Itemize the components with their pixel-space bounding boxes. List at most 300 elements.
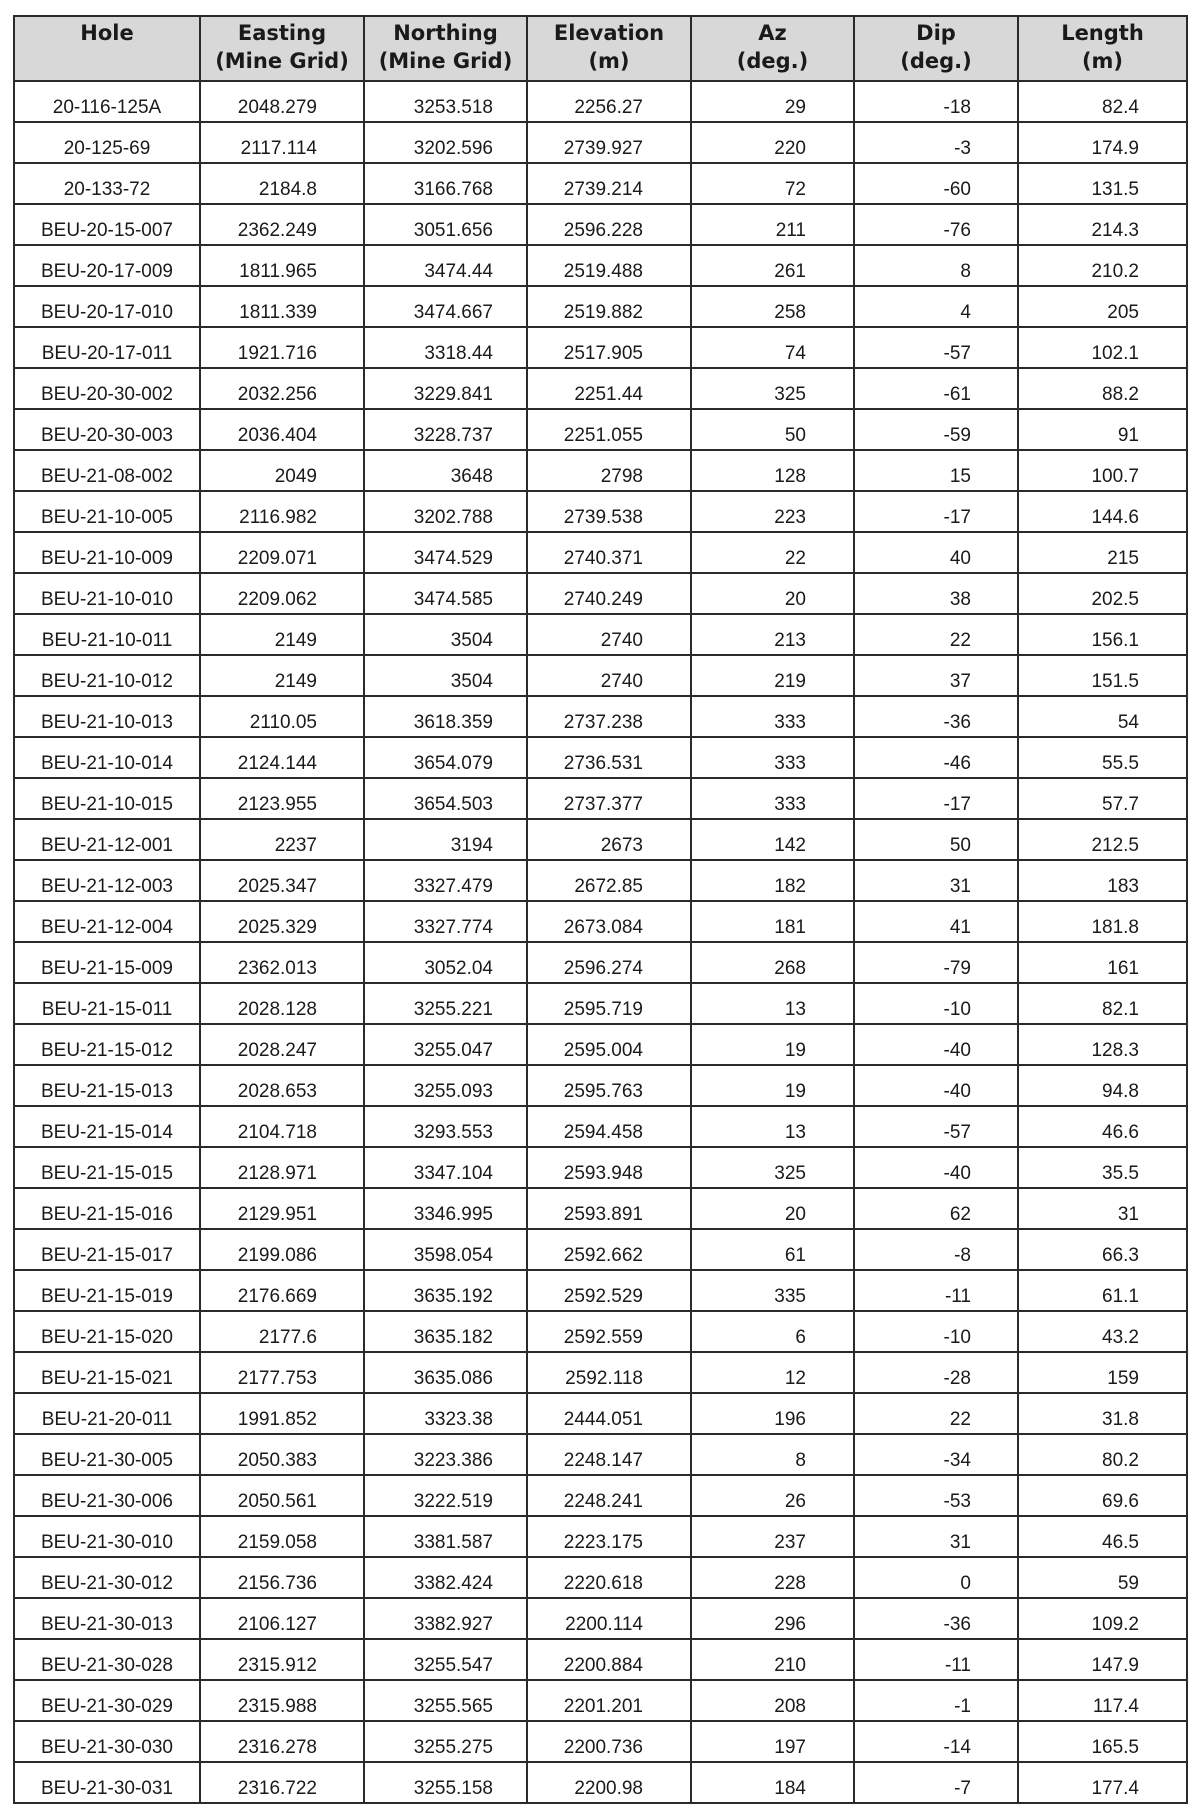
- cell-dip: -14: [854, 1721, 1018, 1762]
- cell-length: 80.2: [1018, 1434, 1187, 1475]
- cell-length: 159: [1018, 1352, 1187, 1393]
- cell-length: 156.1: [1018, 614, 1187, 655]
- cell-hole: BEU-21-15-012: [14, 1024, 200, 1065]
- cell-azimuth: 333: [691, 696, 854, 737]
- cell-dip: -3: [854, 122, 1018, 163]
- cell-hole: BEU-21-15-009: [14, 942, 200, 983]
- table-row: [14, 1475, 1187, 1516]
- table-row: [14, 1393, 1187, 1434]
- table-row: [14, 1639, 1187, 1680]
- cell-length: 31.8: [1018, 1393, 1187, 1434]
- table-row: [14, 655, 1187, 696]
- cell-northing: 3255.275: [364, 1721, 527, 1762]
- cell-hole: BEU-20-17-010: [14, 286, 200, 327]
- cell-dip: 0: [854, 1557, 1018, 1598]
- table-row: [14, 1598, 1187, 1639]
- cell-northing: 3648: [364, 450, 527, 491]
- cell-hole: BEU-21-12-001: [14, 819, 200, 860]
- cell-easting: 2315.912: [200, 1639, 364, 1680]
- cell-northing: 3202.788: [364, 491, 527, 532]
- cell-hole: BEU-20-15-007: [14, 204, 200, 245]
- cell-northing: 3223.386: [364, 1434, 527, 1475]
- cell-northing: 3381.587: [364, 1516, 527, 1557]
- table-row: [14, 1721, 1187, 1762]
- cell-elevation: 2201.201: [527, 1680, 691, 1721]
- table-body: [14, 81, 1187, 1803]
- cell-elevation: 2739.214: [527, 163, 691, 204]
- cell-easting: 1811.339: [200, 286, 364, 327]
- cell-elevation: 2251.055: [527, 409, 691, 450]
- cell-hole: BEU-20-17-009: [14, 245, 200, 286]
- cell-dip: -79: [854, 942, 1018, 983]
- cell-dip: 22: [854, 614, 1018, 655]
- cell-dip: 37: [854, 655, 1018, 696]
- cell-azimuth: 220: [691, 122, 854, 163]
- cell-northing: 3347.104: [364, 1147, 527, 1188]
- cell-azimuth: 196: [691, 1393, 854, 1434]
- cell-easting: 1811.965: [200, 245, 364, 286]
- cell-northing: 3474.529: [364, 532, 527, 573]
- cell-hole: BEU-21-15-015: [14, 1147, 200, 1188]
- table-row: [14, 737, 1187, 778]
- cell-length: 66.3: [1018, 1229, 1187, 1270]
- cell-hole: BEU-21-30-030: [14, 1721, 200, 1762]
- table-row: [14, 1557, 1187, 1598]
- cell-dip: -53: [854, 1475, 1018, 1516]
- cell-easting: 2106.127: [200, 1598, 364, 1639]
- cell-easting: 2362.249: [200, 204, 364, 245]
- table-row: [14, 163, 1187, 204]
- cell-northing: 3635.086: [364, 1352, 527, 1393]
- cell-dip: -57: [854, 327, 1018, 368]
- cell-length: 46.5: [1018, 1516, 1187, 1557]
- cell-dip: -60: [854, 163, 1018, 204]
- cell-northing: 3228.737: [364, 409, 527, 450]
- column-header-hole-line: Hole: [80, 21, 134, 45]
- cell-hole: BEU-21-30-012: [14, 1557, 200, 1598]
- cell-easting: 1991.852: [200, 1393, 364, 1434]
- table-row: [14, 1147, 1187, 1188]
- table-row: [14, 983, 1187, 1024]
- cell-easting: 2149: [200, 614, 364, 655]
- cell-dip: -17: [854, 778, 1018, 819]
- cell-hole: BEU-21-30-005: [14, 1434, 200, 1475]
- cell-length: 43.2: [1018, 1311, 1187, 1352]
- table-row: [14, 286, 1187, 327]
- table-row: [14, 1311, 1187, 1352]
- cell-easting: 2149: [200, 655, 364, 696]
- cell-easting: 2049: [200, 450, 364, 491]
- column-header-elevation-line: (m): [588, 49, 630, 73]
- cell-azimuth: 268: [691, 942, 854, 983]
- cell-elevation: 2740: [527, 614, 691, 655]
- cell-azimuth: 261: [691, 245, 854, 286]
- cell-dip: -36: [854, 696, 1018, 737]
- cell-elevation: 2798: [527, 450, 691, 491]
- table-row: [14, 1270, 1187, 1311]
- table-row: [14, 819, 1187, 860]
- cell-hole: BEU-21-15-021: [14, 1352, 200, 1393]
- cell-elevation: 2595.719: [527, 983, 691, 1024]
- cell-length: 161: [1018, 942, 1187, 983]
- cell-elevation: 2200.884: [527, 1639, 691, 1680]
- cell-elevation: 2596.274: [527, 942, 691, 983]
- cell-azimuth: 22: [691, 532, 854, 573]
- cell-dip: -76: [854, 204, 1018, 245]
- cell-dip: -36: [854, 1598, 1018, 1639]
- cell-northing: 3051.656: [364, 204, 527, 245]
- cell-length: 46.6: [1018, 1106, 1187, 1147]
- cell-northing: 3255.547: [364, 1639, 527, 1680]
- column-header-easting: [200, 16, 364, 81]
- cell-easting: 2110.05: [200, 696, 364, 737]
- cell-hole: BEU-21-15-019: [14, 1270, 200, 1311]
- table-row: [14, 901, 1187, 942]
- cell-length: 82.1: [1018, 983, 1187, 1024]
- drill-hole-table-container: [13, 15, 1186, 1804]
- cell-easting: 2237: [200, 819, 364, 860]
- cell-easting: 2123.955: [200, 778, 364, 819]
- cell-azimuth: 213: [691, 614, 854, 655]
- cell-dip: -11: [854, 1270, 1018, 1311]
- cell-azimuth: 210: [691, 1639, 854, 1680]
- cell-dip: 31: [854, 1516, 1018, 1557]
- table-row: [14, 1434, 1187, 1475]
- cell-easting: 2050.383: [200, 1434, 364, 1475]
- cell-northing: 3318.44: [364, 327, 527, 368]
- cell-easting: 2025.347: [200, 860, 364, 901]
- cell-easting: 2362.013: [200, 942, 364, 983]
- cell-hole: BEU-21-10-012: [14, 655, 200, 696]
- cell-length: 91: [1018, 409, 1187, 450]
- cell-hole: BEU-21-15-013: [14, 1065, 200, 1106]
- cell-length: 215: [1018, 532, 1187, 573]
- cell-elevation: 2223.175: [527, 1516, 691, 1557]
- cell-azimuth: 181: [691, 901, 854, 942]
- cell-elevation: 2740.371: [527, 532, 691, 573]
- cell-azimuth: 26: [691, 1475, 854, 1516]
- cell-dip: -17: [854, 491, 1018, 532]
- cell-length: 205: [1018, 286, 1187, 327]
- cell-northing: 3202.596: [364, 122, 527, 163]
- cell-dip: -61: [854, 368, 1018, 409]
- cell-easting: 2209.062: [200, 573, 364, 614]
- cell-elevation: 2737.238: [527, 696, 691, 737]
- column-header-northing-line: Northing: [393, 21, 498, 45]
- cell-hole: BEU-21-30-029: [14, 1680, 200, 1721]
- cell-northing: 3654.503: [364, 778, 527, 819]
- cell-hole: BEU-20-30-002: [14, 368, 200, 409]
- cell-easting: 2156.736: [200, 1557, 364, 1598]
- cell-northing: 3166.768: [364, 163, 527, 204]
- cell-hole: BEU-21-30-006: [14, 1475, 200, 1516]
- cell-length: 88.2: [1018, 368, 1187, 409]
- cell-length: 59: [1018, 1557, 1187, 1598]
- cell-hole: BEU-21-30-010: [14, 1516, 200, 1557]
- cell-elevation: 2248.241: [527, 1475, 691, 1516]
- column-header-azimuth-line: Az: [758, 21, 787, 45]
- cell-azimuth: 184: [691, 1762, 854, 1803]
- table-row: [14, 491, 1187, 532]
- cell-length: 117.4: [1018, 1680, 1187, 1721]
- cell-hole: BEU-21-10-015: [14, 778, 200, 819]
- cell-northing: 3255.047: [364, 1024, 527, 1065]
- cell-dip: 50: [854, 819, 1018, 860]
- cell-azimuth: 296: [691, 1598, 854, 1639]
- table-row: [14, 1762, 1187, 1803]
- cell-easting: 2032.256: [200, 368, 364, 409]
- cell-easting: 2209.071: [200, 532, 364, 573]
- table-row: [14, 1680, 1187, 1721]
- cell-elevation: 2673.084: [527, 901, 691, 942]
- cell-elevation: 2200.114: [527, 1598, 691, 1639]
- cell-azimuth: 325: [691, 1147, 854, 1188]
- cell-dip: 40: [854, 532, 1018, 573]
- column-header-length-line: Length: [1061, 21, 1144, 45]
- cell-easting: 2028.653: [200, 1065, 364, 1106]
- cell-azimuth: 333: [691, 737, 854, 778]
- cell-dip: 62: [854, 1188, 1018, 1229]
- cell-easting: 1921.716: [200, 327, 364, 368]
- cell-elevation: 2592.118: [527, 1352, 691, 1393]
- cell-easting: 2159.058: [200, 1516, 364, 1557]
- cell-hole: BEU-21-30-013: [14, 1598, 200, 1639]
- header-row: [14, 16, 1187, 81]
- cell-northing: 3229.841: [364, 368, 527, 409]
- cell-azimuth: 72: [691, 163, 854, 204]
- table-row: [14, 573, 1187, 614]
- cell-elevation: 2736.531: [527, 737, 691, 778]
- column-header-dip-line: Dip: [916, 21, 956, 45]
- cell-northing: 3327.479: [364, 860, 527, 901]
- cell-northing: 3504: [364, 614, 527, 655]
- cell-hole: 20-125-69: [14, 122, 200, 163]
- cell-northing: 3323.38: [364, 1393, 527, 1434]
- cell-azimuth: 142: [691, 819, 854, 860]
- cell-azimuth: 13: [691, 1106, 854, 1147]
- column-header-easting-line: Easting: [237, 21, 327, 45]
- cell-dip: 22: [854, 1393, 1018, 1434]
- cell-elevation: 2595.004: [527, 1024, 691, 1065]
- cell-length: 214.3: [1018, 204, 1187, 245]
- cell-dip: -10: [854, 1311, 1018, 1352]
- table-row: [14, 778, 1187, 819]
- cell-hole: BEU-21-15-020: [14, 1311, 200, 1352]
- cell-length: 100.7: [1018, 450, 1187, 491]
- table-row: [14, 368, 1187, 409]
- cell-northing: 3194: [364, 819, 527, 860]
- cell-dip: 38: [854, 573, 1018, 614]
- cell-elevation: 2200.736: [527, 1721, 691, 1762]
- table-row: [14, 1229, 1187, 1270]
- cell-hole: BEU-21-10-005: [14, 491, 200, 532]
- cell-azimuth: 219: [691, 655, 854, 696]
- cell-elevation: 2737.377: [527, 778, 691, 819]
- cell-dip: -8: [854, 1229, 1018, 1270]
- cell-length: 144.6: [1018, 491, 1187, 532]
- table-row: [14, 532, 1187, 573]
- cell-northing: 3382.927: [364, 1598, 527, 1639]
- cell-hole: BEU-21-12-003: [14, 860, 200, 901]
- cell-hole: BEU-21-10-011: [14, 614, 200, 655]
- cell-northing: 3327.774: [364, 901, 527, 942]
- cell-easting: 2104.718: [200, 1106, 364, 1147]
- cell-length: 57.7: [1018, 778, 1187, 819]
- cell-elevation: 2739.927: [527, 122, 691, 163]
- table-row: [14, 409, 1187, 450]
- cell-azimuth: 13: [691, 983, 854, 1024]
- cell-elevation: 2673: [527, 819, 691, 860]
- cell-length: 212.5: [1018, 819, 1187, 860]
- cell-easting: 2176.669: [200, 1270, 364, 1311]
- cell-northing: 3635.182: [364, 1311, 527, 1352]
- cell-elevation: 2739.538: [527, 491, 691, 532]
- cell-azimuth: 12: [691, 1352, 854, 1393]
- cell-elevation: 2594.458: [527, 1106, 691, 1147]
- cell-azimuth: 208: [691, 1680, 854, 1721]
- cell-azimuth: 223: [691, 491, 854, 532]
- cell-dip: -46: [854, 737, 1018, 778]
- cell-elevation: 2256.27: [527, 81, 691, 122]
- cell-northing: 3293.553: [364, 1106, 527, 1147]
- cell-hole: BEU-21-10-010: [14, 573, 200, 614]
- cell-elevation: 2519.488: [527, 245, 691, 286]
- cell-dip: 41: [854, 901, 1018, 942]
- cell-easting: 2129.951: [200, 1188, 364, 1229]
- cell-easting: 2124.144: [200, 737, 364, 778]
- column-header-azimuth: [691, 16, 854, 81]
- cell-dip: -59: [854, 409, 1018, 450]
- cell-northing: 3255.093: [364, 1065, 527, 1106]
- cell-hole: BEU-20-17-011: [14, 327, 200, 368]
- table-row: [14, 450, 1187, 491]
- cell-easting: 2028.247: [200, 1024, 364, 1065]
- table-row: [14, 122, 1187, 163]
- table-row: [14, 614, 1187, 655]
- cell-azimuth: 6: [691, 1311, 854, 1352]
- column-header-hole: [14, 16, 200, 81]
- cell-hole: 20-116-125A: [14, 81, 200, 122]
- table-row: [14, 942, 1187, 983]
- table-row: [14, 1106, 1187, 1147]
- cell-azimuth: 20: [691, 573, 854, 614]
- column-header-dip: [854, 16, 1018, 81]
- cell-northing: 3598.054: [364, 1229, 527, 1270]
- cell-length: 202.5: [1018, 573, 1187, 614]
- cell-northing: 3255.565: [364, 1680, 527, 1721]
- cell-azimuth: 237: [691, 1516, 854, 1557]
- table-row: [14, 1024, 1187, 1065]
- cell-northing: 3253.518: [364, 81, 527, 122]
- cell-hole: BEU-21-20-011: [14, 1393, 200, 1434]
- cell-dip: 4: [854, 286, 1018, 327]
- cell-dip: -34: [854, 1434, 1018, 1475]
- cell-dip: -40: [854, 1065, 1018, 1106]
- cell-azimuth: 128: [691, 450, 854, 491]
- cell-azimuth: 29: [691, 81, 854, 122]
- table-row: [14, 204, 1187, 245]
- cell-easting: 2116.982: [200, 491, 364, 532]
- cell-easting: 2050.561: [200, 1475, 364, 1516]
- cell-length: 147.9: [1018, 1639, 1187, 1680]
- cell-dip: -1: [854, 1680, 1018, 1721]
- cell-hole: BEU-21-08-002: [14, 450, 200, 491]
- cell-length: 128.3: [1018, 1024, 1187, 1065]
- cell-length: 69.6: [1018, 1475, 1187, 1516]
- cell-elevation: 2596.228: [527, 204, 691, 245]
- cell-northing: 3654.079: [364, 737, 527, 778]
- cell-length: 54: [1018, 696, 1187, 737]
- cell-dip: -7: [854, 1762, 1018, 1803]
- cell-easting: 2177.753: [200, 1352, 364, 1393]
- cell-dip: -40: [854, 1024, 1018, 1065]
- table-row: [14, 1516, 1187, 1557]
- cell-azimuth: 335: [691, 1270, 854, 1311]
- cell-length: 151.5: [1018, 655, 1187, 696]
- cell-northing: 3504: [364, 655, 527, 696]
- cell-elevation: 2200.98: [527, 1762, 691, 1803]
- cell-easting: 2025.329: [200, 901, 364, 942]
- cell-length: 174.9: [1018, 122, 1187, 163]
- cell-easting: 2028.128: [200, 983, 364, 1024]
- table-row: [14, 245, 1187, 286]
- cell-northing: 3635.192: [364, 1270, 527, 1311]
- column-header-easting-line: (Mine Grid): [215, 49, 349, 73]
- cell-easting: 2184.8: [200, 163, 364, 204]
- cell-length: 177.4: [1018, 1762, 1187, 1803]
- cell-azimuth: 333: [691, 778, 854, 819]
- cell-length: 131.5: [1018, 163, 1187, 204]
- cell-northing: 3052.04: [364, 942, 527, 983]
- cell-azimuth: 20: [691, 1188, 854, 1229]
- column-header-length-line: (m): [1081, 49, 1124, 73]
- cell-dip: -11: [854, 1639, 1018, 1680]
- cell-northing: 3255.221: [364, 983, 527, 1024]
- cell-elevation: 2592.559: [527, 1311, 691, 1352]
- cell-elevation: 2517.905: [527, 327, 691, 368]
- table-row: [14, 1352, 1187, 1393]
- column-header-length: [1018, 16, 1187, 81]
- cell-azimuth: 197: [691, 1721, 854, 1762]
- cell-hole: BEU-21-10-014: [14, 737, 200, 778]
- cell-azimuth: 19: [691, 1024, 854, 1065]
- cell-elevation: 2251.44: [527, 368, 691, 409]
- cell-easting: 2048.279: [200, 81, 364, 122]
- cell-elevation: 2519.882: [527, 286, 691, 327]
- cell-easting: 2316.278: [200, 1721, 364, 1762]
- cell-elevation: 2592.662: [527, 1229, 691, 1270]
- column-header-dip-line: (deg.): [900, 49, 972, 73]
- cell-easting: 2199.086: [200, 1229, 364, 1270]
- cell-hole: BEU-20-30-003: [14, 409, 200, 450]
- cell-elevation: 2592.529: [527, 1270, 691, 1311]
- table-header: [14, 16, 1187, 81]
- cell-easting: 2036.404: [200, 409, 364, 450]
- cell-hole: BEU-21-10-009: [14, 532, 200, 573]
- column-header-northing-line: (Mine Grid): [378, 49, 513, 73]
- cell-azimuth: 325: [691, 368, 854, 409]
- cell-length: 35.5: [1018, 1147, 1187, 1188]
- cell-elevation: 2593.891: [527, 1188, 691, 1229]
- cell-northing: 3618.359: [364, 696, 527, 737]
- column-header-azimuth-line: (deg.): [736, 49, 809, 73]
- cell-dip: -28: [854, 1352, 1018, 1393]
- cell-hole: 20-133-72: [14, 163, 200, 204]
- cell-length: 55.5: [1018, 737, 1187, 778]
- cell-hole: BEU-21-12-004: [14, 901, 200, 942]
- cell-length: 183: [1018, 860, 1187, 901]
- cell-easting: 2315.988: [200, 1680, 364, 1721]
